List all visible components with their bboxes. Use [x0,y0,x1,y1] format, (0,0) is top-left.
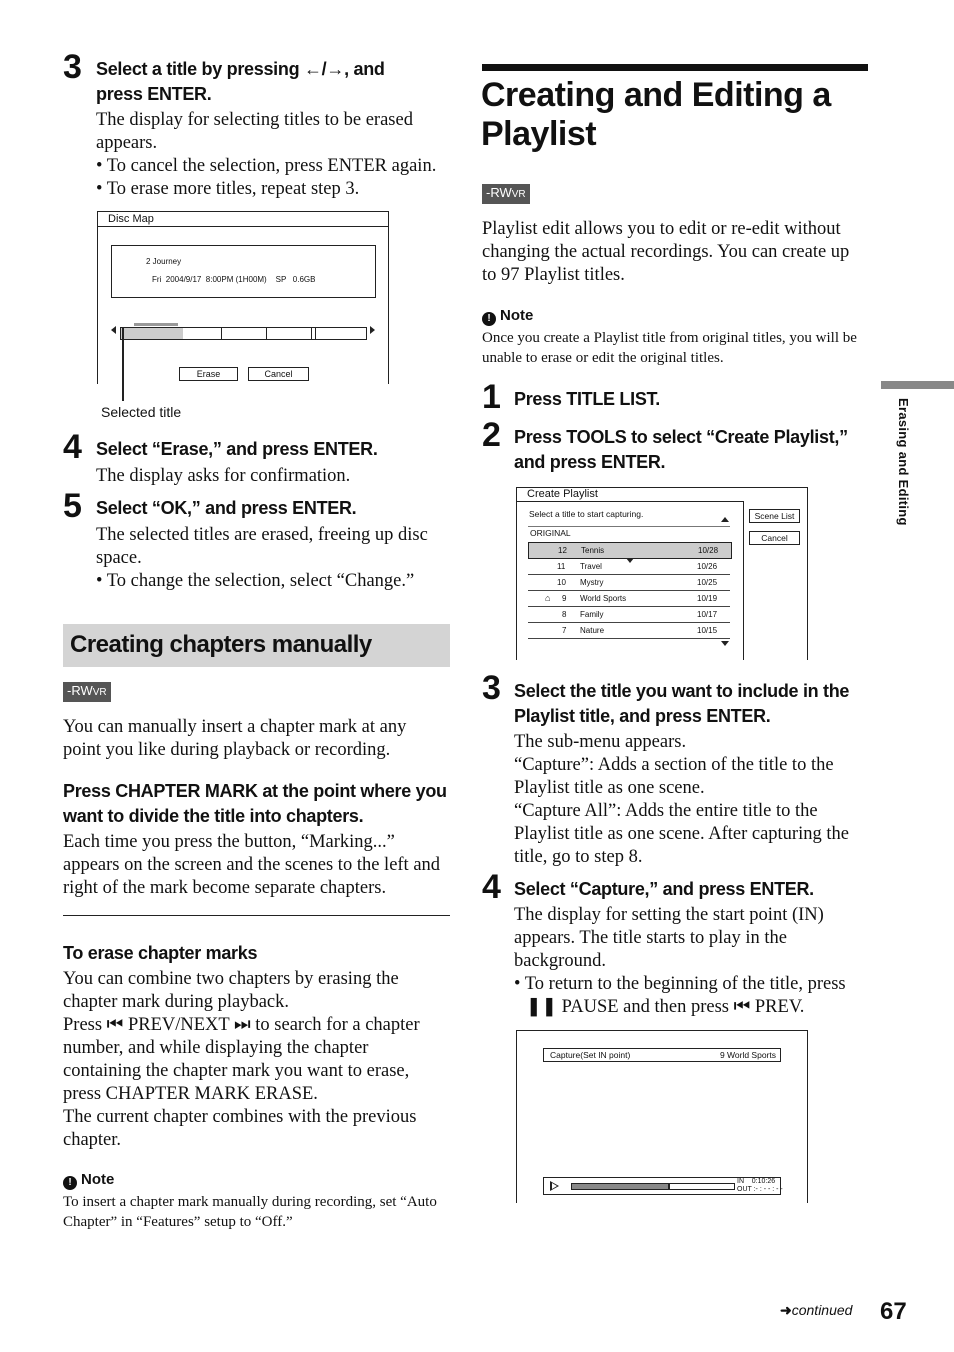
step-3r-title: Select the title you want to include in the Playlist title, and press ENTER. [514,681,850,726]
left-arrow-icon[interactable] [111,326,116,334]
title-info-box [111,245,376,298]
step-4r-title: Select “Capture,” and press ENTER. [514,879,814,899]
lock-icon: ⌂ [545,593,551,603]
playlist-instruction: Select a title to start capturing. [529,509,644,519]
capture-header-bar [543,1048,781,1062]
press-chapter-mark-heading: Press CHAPTER MARK at the point where you want to divide the title into chapters. [63,781,447,826]
step-2-number: 2 [482,416,501,454]
section-heading: Creating chapters manually [70,631,372,658]
table-row[interactable]: 7 Nature 10/15 [528,623,730,639]
erase-chapter-marks-body: You can combine two chapters by erasing the chapter mark during playback. Press ⏮ PREV/NEXT ⏭ to search for a chapter number, and while displaying the chapter containing the chapter mark you want to erase, press CHAPTER MARK ERASE. The current chapter combines with the previous chapter. [63,969,420,1150]
in-out-times: IN 0:10:26 OUT :- : - - : - - [737,1178,783,1193]
disc-map-screen [97,211,389,384]
table-row[interactable]: 12 Tennis 10/28 [528,542,732,559]
right-note-text: Once you create a Playlist title from original titles, you will be unable to erase or edit the original titles. [482,330,857,366]
erase-button[interactable]: Erase [179,367,238,381]
progress-track[interactable] [571,1183,735,1190]
create-playlist-title: Create Playlist [527,488,598,500]
original-label: ORIGINAL [530,528,571,538]
erase-chapter-marks-heading: To erase chapter marks [63,943,258,963]
progress-fill [572,1184,668,1189]
create-playlist-screen [516,487,808,660]
selected-title-pointer-line [122,327,124,401]
cancel-button[interactable]: Cancel [248,367,309,381]
step-5-title: Select “OK,” and press ENTER. [96,498,357,518]
left-note-text: To insert a chapter mark manually during recording, set “Auto Chapter” in “Features” setup to “Off.” [63,1194,437,1230]
capture-label: Capture(Set IN point) [550,1050,631,1060]
side-tab-label: Erasing and Editing [896,398,911,526]
divider [63,915,450,916]
page-number: 67 [880,1298,907,1325]
continued-label: ➜continued [780,1302,853,1318]
note-icon: ! [482,312,496,326]
scroll-up-icon[interactable] [721,517,729,522]
disc-map-title: Disc Map [108,213,154,225]
step-5-number: 5 [63,487,82,525]
step-4r-body: The display for setting the start point (IN) appears. The title starts to play in the background. • To return to the beginning of the title, press ❚❚ PAUSE and then press ⏮ PREV. [514,905,846,1017]
step-3r-number: 3 [482,669,501,707]
title-details: Fri 2004/9/17 8:00PM (1H00M) SP 0.6GB [152,275,316,284]
title-name: 2 Journey [146,257,182,266]
step-2-title: Press TOOLS to select “Create Playlist,” and press ENTER. [514,427,848,472]
selected-title-caption: Selected title [101,404,182,420]
page-title: Creating and Editing a Playlist [481,76,831,153]
step-3-number: 3 [63,48,82,86]
title-timeline-bar [120,327,367,340]
heading-rule [482,64,868,71]
step-5-body: The selected titles are erased, freeing up disc space. • To change the selection, select “Change.” [96,525,428,591]
step-4r-number: 4 [482,868,501,906]
table-row[interactable]: 11 Travel 10/26 [528,559,730,575]
table-row[interactable]: 8 Family 10/17 [528,607,730,623]
capture-screen [516,1030,808,1203]
capture-title-name: 9 World Sports [719,1050,776,1060]
progress-handle[interactable] [668,1183,670,1190]
step-4-body: The display asks for confirmation. [96,466,351,486]
selected-title-segment[interactable] [121,328,183,339]
scroll-down-icon[interactable] [721,641,729,646]
step-3r-body: The sub-menu appears. “Capture”: Adds a section of the title to the Playlist title as one scene. “Capture All”: Adds the entire title to the Playlist title as one scene. After capturing the title, go to step 8. [514,732,849,867]
step-4-title: Select “Erase,” and press ENTER. [96,439,378,459]
press-chapter-mark-body: Each time you press the button, “Marking...” appears on the screen and the scenes to the left and right of the mark become separate chapters. [63,832,441,898]
playback-bar [543,1177,781,1195]
playlist-cancel-button[interactable]: Cancel [749,531,800,545]
right-note-label: ! Note [482,307,533,326]
table-row[interactable]: ⌂ 9 World Sports 10/19 [528,591,730,607]
section-header-creating-chapters [63,624,450,667]
note-icon: ! [63,1176,77,1190]
table-row[interactable]: 10 Mystry 10/25 [528,575,730,591]
arrow-right-icon: ➜ [780,1302,792,1318]
step-1-number: 1 [482,378,501,416]
step-3-body: The display for selecting titles to be erased appears. • To cancel the selection, press ENTER again. • To erase more titles, repeat step 3. [96,110,437,199]
step-3-title: Select a title by pressing ←/→, and press ENTER. [96,59,385,104]
right-arrow-icon[interactable] [370,326,375,334]
chapters-intro: You can manually insert a chapter mark at any point you like during playback or recording. [63,717,407,760]
rw-vr-badge: -RWVR [63,682,111,702]
rw-vr-badge-right: -RWVR [482,184,530,204]
step-4-number: 4 [63,428,82,466]
playlist-intro: Playlist edit allows you to edit or re-edit without changing the actual recordings. You can create up to 97 Playlist titles. [482,219,850,285]
step-1-title: Press TITLE LIST. [514,389,660,409]
side-tab-bar [881,381,954,389]
left-note-label: ! Note [63,1171,114,1190]
scene-list-button[interactable]: Scene List [749,509,800,523]
